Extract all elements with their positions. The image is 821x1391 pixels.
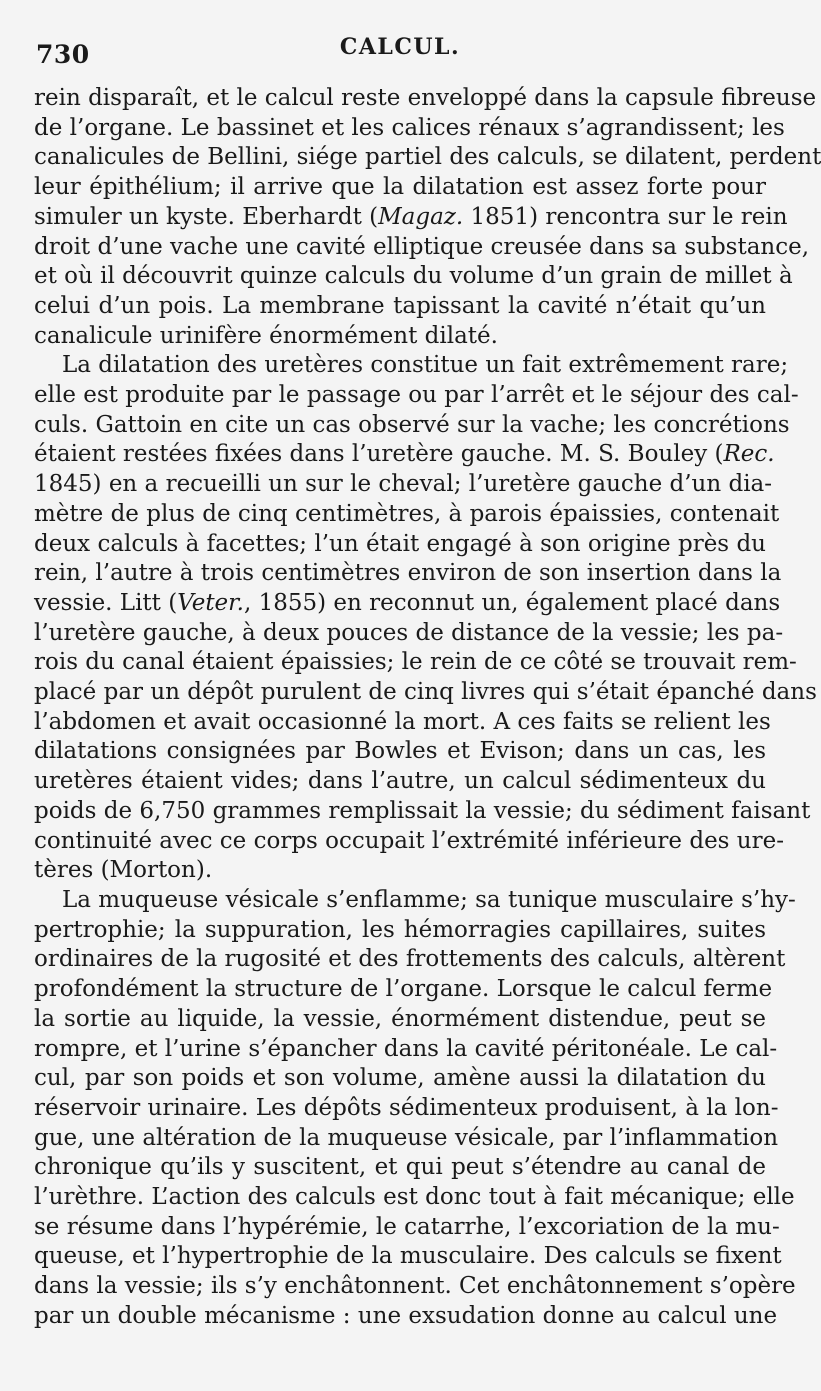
text-line: rein disparaît, et le calcul reste enveloppé dans la capsule fibreuse <box>34 85 817 111</box>
text-line: continuité avec ce corps occupait l’extrémité inférieure des ure- <box>34 827 784 854</box>
text-line: gue, une altération de la muqueuse vésicale, par l’inflammation <box>34 1124 779 1151</box>
text-line: pertrophie; la suppuration, les hémorragies capillaires, suites <box>34 916 766 943</box>
text-line: rompre, et l’urine s’épancher dans la cavité péritonéale. Le cal- <box>34 1035 778 1062</box>
page-number: 730 <box>36 40 90 69</box>
text-line: se résume dans l’hypérémie, le catarrhe, l’excoriation de la mu- <box>34 1213 780 1240</box>
body-text <box>34 84 821 1332</box>
text-line: l’abdomen et avait occasionné la mort. A ces faits se relient les <box>34 708 771 735</box>
text-line: étaient restées fixées dans l’uretère gauche. M. S. Bouley (Rec. <box>34 441 775 468</box>
text-line: et où il découvrit quinze calculs du volume d’un grain de millet à <box>34 263 793 290</box>
text-line: rein, l’autre à trois centimètres environ de son insertion dans la <box>34 560 782 587</box>
text-line: elle est produite par le passage ou par l’arrêt et le séjour des cal- <box>34 382 799 409</box>
paragraph <box>34 84 821 351</box>
text-line: queuse, et l’hypertrophie de la musculaire. Des calculs se fixent <box>34 1243 782 1270</box>
text-line: La muqueuse vésicale s’enflamme; sa tunique musculaire s’hy- <box>62 886 796 913</box>
text-line: canalicule urinifère énormément dilaté. <box>34 322 498 349</box>
text-line: leur épithélium; il arrive que la dilatation est assez forte pour <box>34 174 766 201</box>
text-line: celui d’un pois. La membrane tapissant la cavité n’était qu’un <box>34 292 766 319</box>
text-line: dans la vessie; ils s’y enchâtonnent. Cet enchâtonnement s’opère <box>34 1273 796 1300</box>
text-line: culs. Gattoin en cite un cas observé sur la vache; les concrétions <box>34 411 790 438</box>
text-line: vessie. Litt (Veter., 1855) en reconnut un, également placé dans <box>34 589 781 616</box>
text-line: ordinaires de la rugosité et des frottements des calculs, altèrent <box>34 946 786 973</box>
page-header <box>34 32 766 84</box>
text-line: uretères étaient vides; dans l’autre, un calcul sédimenteux du <box>34 768 766 795</box>
text-line: l’urèthre. L’action des calculs est donc tout à fait mécanique; elle <box>34 1184 795 1211</box>
text-line: mètre de plus de cinq centimètres, à parois épaissies, contenait <box>34 500 780 527</box>
text-line: 1845) en a recueilli un sur le cheval; l’uretère gauche d’un dia- <box>34 471 773 498</box>
text-line: de l’organe. Le bassinet et les calices rénaux s’agrandissent; les <box>34 114 785 141</box>
paragraph <box>34 351 817 886</box>
text-line: l’uretère gauche, à deux pouces de distance de la vessie; les pa- <box>34 619 784 646</box>
text-line: placé par un dépôt purulent de cinq livres qui s’était épanché dans <box>34 679 817 706</box>
text-line: canalicules de Bellini, siége partiel des calculs, se dilatent, perdent <box>34 144 821 171</box>
text-line: réservoir urinaire. Les dépôts sédimenteux produisent, à la lon- <box>34 1094 779 1121</box>
text-line: par un double mécanisme : une exsudation donne au calcul une <box>34 1302 778 1329</box>
running-title: CALCUL. <box>339 34 461 60</box>
text-line: profondément la structure de l’organe. Lorsque le calcul ferme <box>34 976 773 1003</box>
text-line: tères (Morton). <box>34 857 213 884</box>
text-line: dilatations consignées par Bowles et Evison; dans un cas, les <box>34 738 766 765</box>
text-line: simuler un kyste. Eberhardt (Magaz. 1851) rencontra sur le rein <box>34 203 788 230</box>
text-line: la sortie au liquide, la vessie, énormément distendue, peut se <box>34 1005 766 1032</box>
paragraph <box>34 886 796 1332</box>
text-line: poids de 6,750 grammes remplissait la vessie; du sédiment faisant <box>34 797 811 824</box>
text-line: droit d’une vache une cavité elliptique creusée dans sa substance, <box>34 233 810 260</box>
text-line: deux calculs à facettes; l’un était engagé à son origine près du <box>34 530 766 557</box>
text-line: La dilatation des uretères constitue un fait extrêmement rare; <box>62 352 789 379</box>
text-line: rois du canal étaient épaissies; le rein de ce côté se trouvait rem- <box>34 649 797 676</box>
text-line: cul, par son poids et son volume, amène aussi la dilatation du <box>34 1065 766 1092</box>
text-line: chronique qu’ils y suscitent, et qui peut s’étendre au canal de <box>34 1154 766 1181</box>
